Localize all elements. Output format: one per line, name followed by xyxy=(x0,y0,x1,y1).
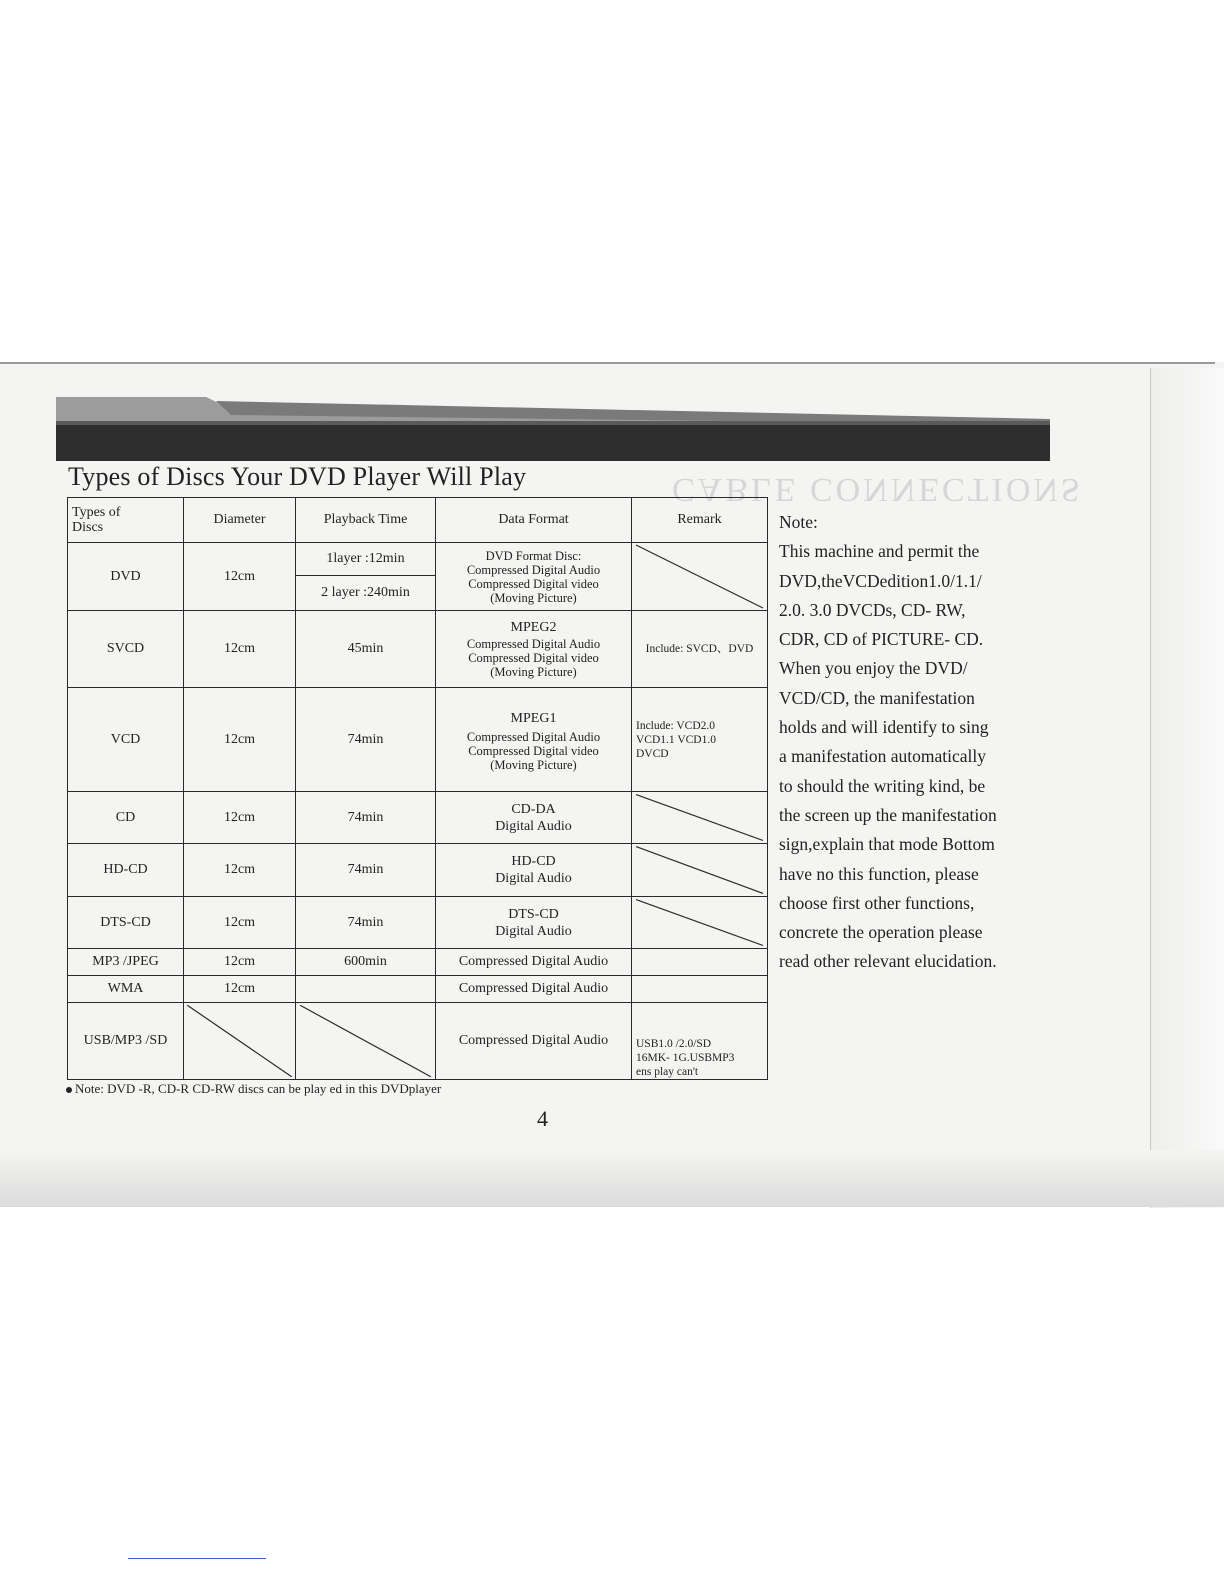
cell-diameter: 12cm xyxy=(184,543,296,611)
cell-diameter: 12cm xyxy=(184,688,296,792)
cell-remark-empty xyxy=(632,976,768,1003)
page-bottom-shadow xyxy=(0,1150,1224,1207)
cell-playback-2layer: 2 layer :240min xyxy=(296,576,436,611)
bullet-icon xyxy=(66,1087,72,1093)
page-binding-edge xyxy=(1150,368,1224,1208)
cell-remark-empty xyxy=(632,949,768,976)
note-line: have no this function, please xyxy=(779,863,979,884)
cell-type: DTS-CD xyxy=(68,897,184,949)
cell-type: VCD xyxy=(68,688,184,792)
table-row-mp3-jpeg xyxy=(68,949,768,976)
table-row-dts-cd xyxy=(68,897,768,949)
cell-diameter: 12cm xyxy=(184,976,296,1003)
cell-remark: USB1.0 /2.0/SD 16MK- 1G.USBMP3 ens play can't xyxy=(632,1003,768,1080)
cell-data-format: CD-DA Digital Audio xyxy=(436,792,632,844)
note-line: holds and will identify to sing xyxy=(779,717,989,738)
blue-underline-decoration xyxy=(128,1558,266,1559)
table-row-svcd xyxy=(68,611,768,688)
header-diameter: Diameter xyxy=(184,498,296,543)
note-line: a manifestation automatically xyxy=(779,746,987,767)
cell-playback-empty xyxy=(296,976,436,1003)
cell-playback: 74min xyxy=(296,792,436,844)
cell-data-format: MPEG2 Compressed Digital Audio Compressed Digital video (Moving Picture) xyxy=(436,611,632,688)
cell-remark-empty xyxy=(632,844,768,897)
page-title: Types of Discs Your DVD Player Will Play xyxy=(68,462,527,491)
page-top-edge xyxy=(0,362,1215,364)
header-bar xyxy=(56,397,1050,461)
cell-type: MP3 /JPEG xyxy=(68,949,184,976)
footnote xyxy=(66,1081,441,1097)
cell-data-format: MPEG1 Compressed Digital Audio Compressed Digital video (Moving Picture) xyxy=(436,688,632,792)
disc-types-table xyxy=(67,497,768,1080)
note-line: DVD,theVCDedition1.0/1.1/ xyxy=(779,570,982,591)
cell-data-format: DVD Format Disc: Compressed Digital Audio Compressed Digital video (Moving Picture) xyxy=(436,543,632,611)
cell-data-format: DTS-CD Digital Audio xyxy=(436,897,632,949)
header-playback-time: Playback Time xyxy=(296,498,436,543)
note-line: concrete the operation please xyxy=(779,922,983,943)
cell-remark: Include: SVCD、DVD xyxy=(632,611,768,688)
note-line: This machine and permit the xyxy=(779,541,980,562)
cell-diameter: 12cm xyxy=(184,844,296,897)
cell-remark-empty xyxy=(632,543,768,611)
cell-type: SVCD xyxy=(68,611,184,688)
cell-remark: Include: VCD2.0 VCD1.1 VCD1.0 DVCD xyxy=(632,688,768,792)
note-line: 2.0. 3.0 DVCDs, CD- RW, xyxy=(779,599,966,620)
table-header-row xyxy=(68,498,768,543)
note-line: choose first other functions, xyxy=(779,892,975,913)
cell-playback-empty xyxy=(296,1003,436,1080)
cell-diameter-empty xyxy=(184,1003,296,1080)
note-line: read other relevant elucidation. xyxy=(779,951,997,972)
footnote-text: Note: DVD -R, CD-R CD-RW discs can be play ed in this DVDplayer xyxy=(75,1081,442,1096)
note-line: to should the writing kind, be xyxy=(779,775,986,796)
table-row-vcd xyxy=(68,688,768,792)
header-remark: Remark xyxy=(632,498,768,543)
cell-type: WMA xyxy=(68,976,184,1003)
header-types-of-discs: Types of Discs xyxy=(68,498,184,543)
cell-diameter: 12cm xyxy=(184,792,296,844)
cell-playback: 74min xyxy=(296,897,436,949)
cell-playback-1layer: 1layer :12min xyxy=(296,543,436,576)
cell-diameter: 12cm xyxy=(184,897,296,949)
cell-remark-empty xyxy=(632,897,768,949)
cell-type: HD-CD xyxy=(68,844,184,897)
bleed-through-text: CABLE CONNECTIONS xyxy=(672,471,1083,508)
table-row-usb-mp3-sd xyxy=(68,1003,768,1080)
cell-data-format: Compressed Digital Audio xyxy=(436,1003,632,1080)
cell-diameter: 12cm xyxy=(184,611,296,688)
cell-playback: 600min xyxy=(296,949,436,976)
table-row-wma xyxy=(68,976,768,1003)
cell-data-format: Compressed Digital Audio xyxy=(436,949,632,976)
cell-data-format: Compressed Digital Audio xyxy=(436,976,632,1003)
cell-data-format: HD-CD Digital Audio xyxy=(436,844,632,897)
cell-playback: 74min xyxy=(296,688,436,792)
table-row-dvd xyxy=(68,543,768,576)
note-line: When you enjoy the DVD/ xyxy=(779,658,968,679)
note-line: sign,explain that mode Bottom xyxy=(779,834,995,855)
cell-playback: 74min xyxy=(296,844,436,897)
note-line: VCD/CD, the manifestation xyxy=(779,687,975,708)
cell-type: USB/MP3 /SD xyxy=(68,1003,184,1080)
note-block xyxy=(779,508,1049,977)
note-heading: Note: xyxy=(779,512,818,532)
page-number: 4 xyxy=(537,1106,548,1131)
cell-type: DVD xyxy=(68,543,184,611)
header-data-format: Data Format xyxy=(436,498,632,543)
note-line: the screen up the manifestation xyxy=(779,804,997,825)
table-row-hd-cd xyxy=(68,844,768,897)
note-line: CDR, CD of PICTURE- CD. xyxy=(779,629,984,650)
cell-diameter: 12cm xyxy=(184,949,296,976)
table-row-cd xyxy=(68,792,768,844)
cell-playback: 45min xyxy=(296,611,436,688)
cell-remark-empty xyxy=(632,792,768,844)
cell-type: CD xyxy=(68,792,184,844)
